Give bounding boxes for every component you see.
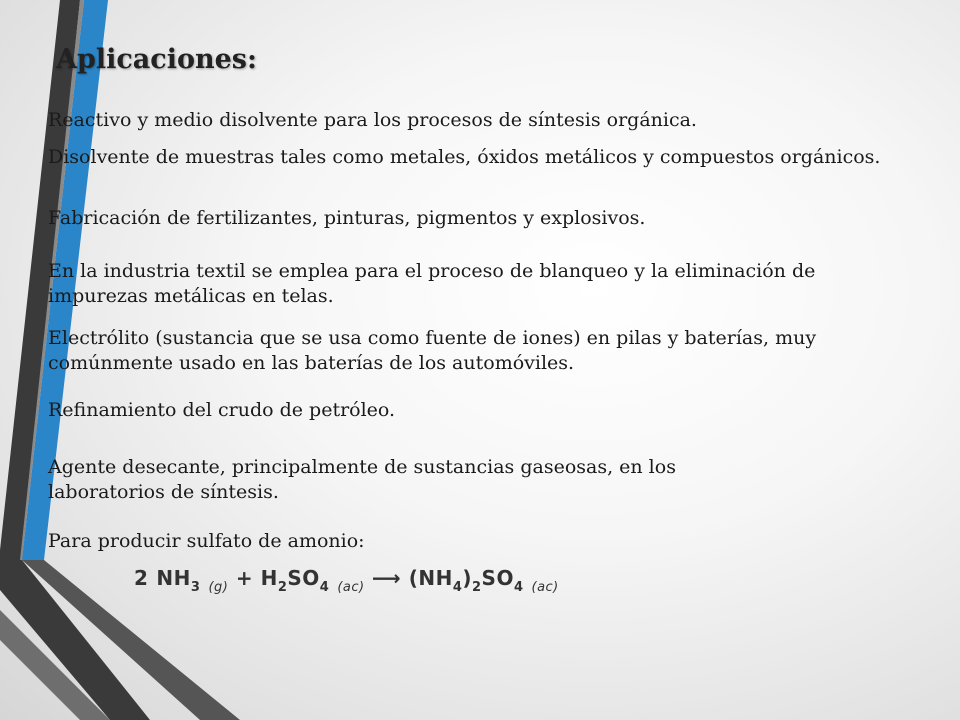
application-item-8: Para producir sulfato de amonio:: [48, 530, 365, 552]
formula-r2-state: (ac): [337, 580, 365, 595]
application-item-2: Disolvente de muestras tales como metales, óxidos metálicos y compuestos orgánicos.: [48, 146, 881, 168]
formula-coef: 2: [134, 566, 149, 590]
application-item-1: Reactivo y medio disolvente para los procesos de síntesis orgánica.: [48, 109, 697, 131]
formula-p-sub2: 2: [472, 580, 482, 595]
formula-plus: +: [235, 566, 254, 590]
application-item-6: Refinamiento del crudo de petróleo.: [48, 399, 396, 421]
formula-arrow: ⟶: [372, 566, 402, 590]
application-item-4: En la industria textil se emplea para el proceso de blanqueo y la eliminación de impurezas metálicas en telas.: [48, 260, 816, 307]
formula-product-a: (NH: [408, 566, 453, 590]
application-item-3: Fabricación de fertilizantes, pinturas, pigmentos y explosivos.: [48, 207, 646, 229]
formula-r1-state: (g): [208, 580, 229, 595]
formula-p-state: (ac): [531, 580, 559, 595]
application-item-7: Agente desecante, principalmente de sustancias gaseosas, en los laboratorios de síntesis.: [48, 456, 676, 503]
formula-product-b: ): [462, 566, 472, 590]
formula-p-sub1: 4: [452, 580, 463, 595]
formula-reactant1: NH: [156, 566, 191, 590]
formula-r1-sub: 3: [190, 580, 201, 595]
formula-product-c: SO: [481, 566, 514, 590]
chemical-equation: [134, 566, 559, 595]
formula-r2-sub2: 4: [319, 580, 330, 595]
formula-p-sub3: 4: [513, 580, 524, 595]
formula-r2-sub1: 2: [277, 580, 288, 595]
application-item-5: Electrólito (sustancia que se usa como fuente de iones) en pilas y baterías, muy comúnmente usado en las baterías de los automóviles.: [48, 327, 817, 374]
formula-reactant2b: SO: [287, 566, 320, 590]
slide-title: Aplicaciones:: [56, 44, 257, 75]
formula-reactant2a: H: [260, 566, 278, 590]
